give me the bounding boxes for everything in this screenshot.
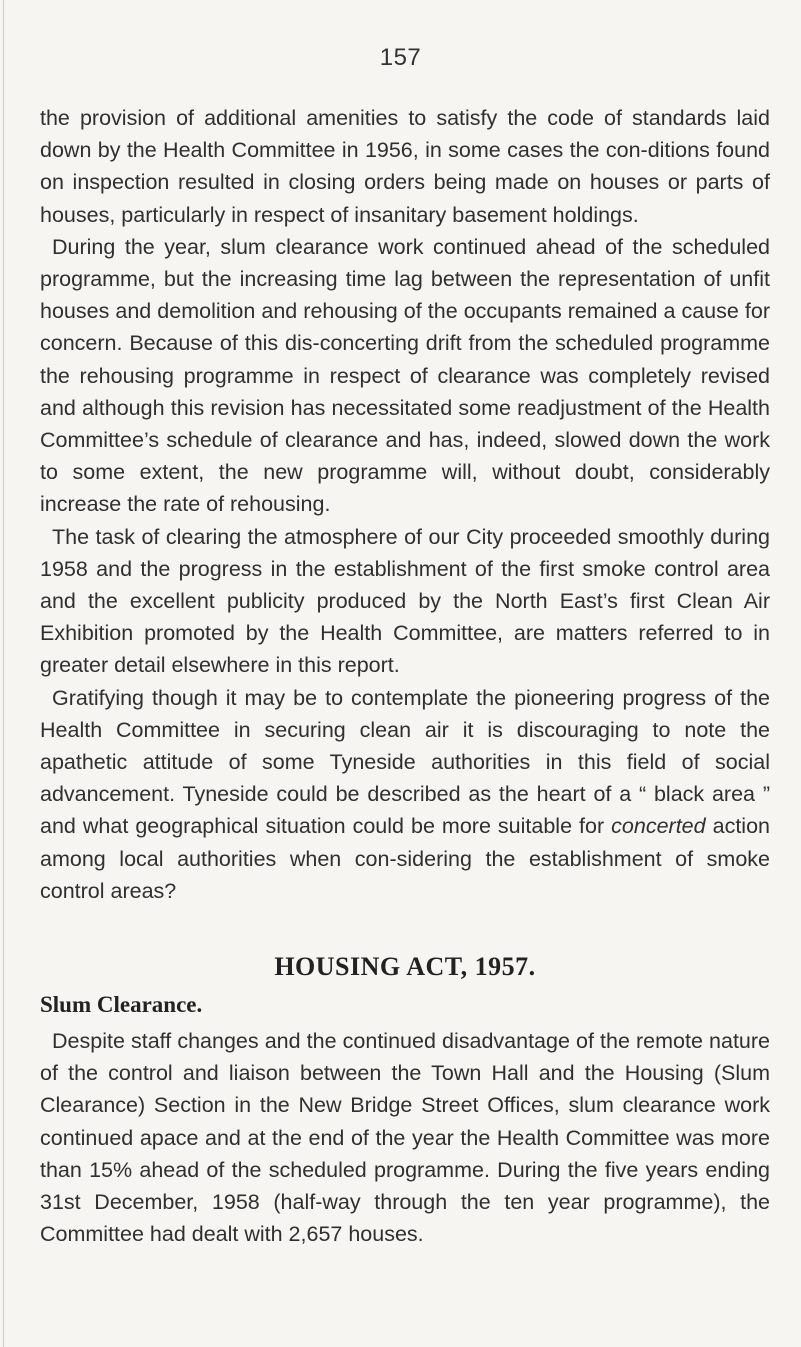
emphasis-concerted: concerted [611, 814, 706, 839]
body-text [40, 102, 770, 1251]
paragraph-tyneside [40, 682, 770, 907]
paragraph-tyneside-ending: action among local authorities when con-sidering the establishment of smoke control areas? [40, 814, 770, 903]
paragraph-slum-clearance: Despite staff changes and the continued disadvantage of the remote nature of the control and liaison between the Town Hall and the Housing (Slum Clearance) Section in the New Bridge Street Offices, slum clearance work continued apace and at the end of the year the Health Committee was more than 15% ahead of the scheduled programme. During the five years ending 31st December, 1958 (half-way through the ten year programme), the Committee had dealt with 2,657 houses. [40, 1029, 770, 1247]
section-heading: HOUSING ACT, 1957. [274, 952, 536, 982]
page-number: 157 [379, 44, 422, 71]
page-edge-line [3, 0, 4, 1347]
paragraph-tyneside-text: Gratifying though it may be to contemplate the pioneering progress of the Health Committee in securing clean air it is discouraging to note the apathetic attitude of some Tyneside authorities in this field of social advancement. Tyneside could be described as the heart of a “ black area ” and what geographical situation could be more suitable for [40, 685, 770, 839]
section-subheading: Slum Clearance. [40, 992, 203, 1018]
paragraph-continuation: the provision of additional amenities to satisfy the code of standards laid down by the Health Committee in 1956, in some cases the con-ditions found on inspection resulted in closing orders being made on houses or parts of houses, particularly in respect of insanitary basement holdings. [40, 106, 770, 227]
paragraph-slum-clearance-progress: During the year, slum clearance work continued ahead of the scheduled programme, but the increasing time lag between the representation of unfit houses and demolition and rehousing of the occupants remained a cause for concern. Because of this dis-concerting drift from the scheduled programme the rehousing programme in respect of clearance was completely revised and although this revision has necessitated some readjustment of the Health Committee’s schedule of clearance and has, indeed, slowed down the work to some extent, the new programme will, without doubt, considerably increase the rate of rehousing. [40, 234, 770, 517]
paragraph-clean-air: The task of clearing the atmosphere of our City proceeded smoothly during 1958 and the progress in the establishment of the first smoke control area and the excellent publicity produced by the North East’s first Clean Air Exhibition promoted by the Health Committee, are matters referred to in greater detail elsewhere in this report. [40, 524, 770, 678]
